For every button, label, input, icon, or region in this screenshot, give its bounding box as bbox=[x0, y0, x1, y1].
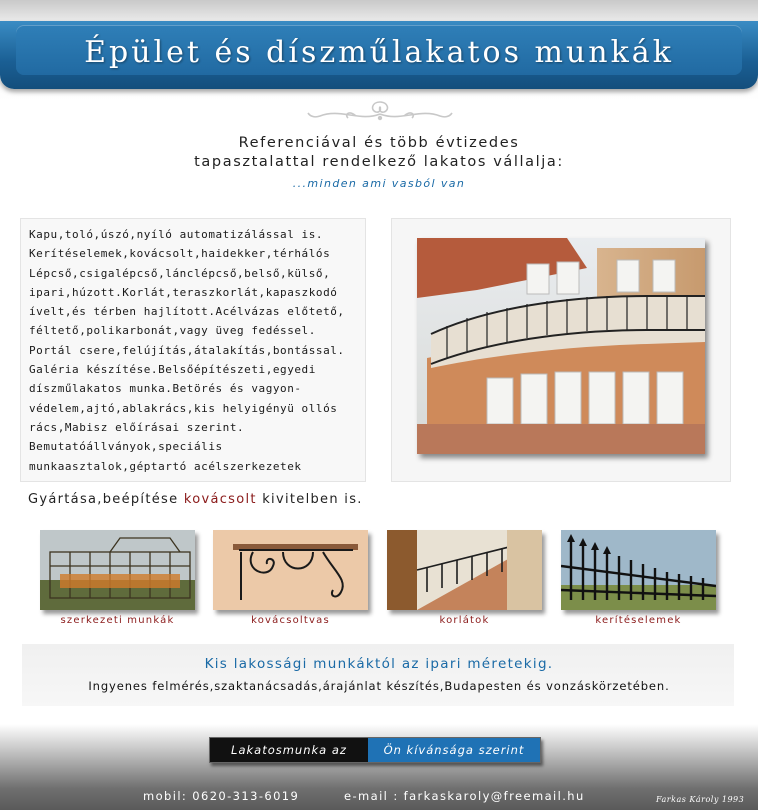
service-line: védelem,ajtó,ablakrács,kis helyigényü ollós bbox=[29, 401, 338, 415]
service-line: Bemutatóállványok,speciális bbox=[29, 440, 223, 454]
site-title: Épület és díszműlakatos munkák bbox=[84, 35, 674, 70]
offer-text: Ingyenes felmérés,szaktanácsadás,árajánlat készítés,Budapesten és vonzáskörzetében. bbox=[88, 679, 670, 693]
service-line: Portál csere,felújítás,átalakítás,bontással. bbox=[29, 343, 345, 357]
gallery-caption[interactable]: korlátok bbox=[439, 615, 490, 626]
ornament-divider-icon bbox=[300, 98, 460, 128]
badge-right-text: Ön kívánsága szerint bbox=[368, 738, 540, 762]
service-line: ipari,húzott.Korlát,teraszkorlát,kapaszkodó bbox=[29, 285, 338, 299]
service-line: ívelt,és térben hajlított.Acélvázas előtető, bbox=[29, 305, 345, 319]
gallery-caption[interactable]: kovácsoltvas bbox=[251, 615, 330, 626]
signature: Farkas Károly 1993 bbox=[656, 795, 745, 804]
service-line: féltető,polikarbonát,vagy üveg fedéssel. bbox=[29, 324, 316, 338]
service-line: Lépcső,csigalépcső,lánclépcső,belső,külső, bbox=[29, 266, 331, 280]
service-line: díszműlakatos munka.Betörés és vagyon- bbox=[29, 382, 302, 396]
gallery-thumb-railings[interactable] bbox=[387, 530, 542, 610]
services-list bbox=[20, 218, 366, 482]
email-link[interactable]: e-mail : farkaskaroly@freemail.hu bbox=[344, 789, 585, 803]
gallery-thumb-fence[interactable] bbox=[561, 530, 716, 610]
gallery-caption[interactable]: szerkezeti munkák bbox=[60, 615, 175, 626]
gallery-caption[interactable]: kerítéselemek bbox=[595, 615, 682, 626]
production-text: Gyártása,beépítése bbox=[28, 492, 184, 507]
tagline: ...minden ami vasból van bbox=[292, 177, 466, 190]
service-line: Kerítéselemek,kovácsolt,haidekker,térhálós bbox=[29, 247, 331, 261]
production-note bbox=[28, 492, 363, 507]
balcony-railing-photo bbox=[417, 238, 705, 454]
footer-badge bbox=[209, 737, 541, 763]
intro-line-1: Referenciával és több évtizedes bbox=[238, 135, 520, 151]
service-line: rács,Mabisz előírásai szerint. bbox=[29, 420, 245, 434]
badge-left-text: Lakatosmunka az bbox=[210, 738, 368, 762]
gallery-thumb-wrought-iron[interactable] bbox=[213, 530, 368, 610]
slogan: Kis lakossági munkáktól az ipari méretekig. bbox=[204, 656, 554, 672]
intro-line-2: tapasztalattal rendelkező lakatos vállalja: bbox=[194, 154, 564, 170]
gallery-thumb-structural[interactable] bbox=[40, 530, 195, 610]
photo-panel bbox=[391, 218, 731, 482]
phone-number: mobil: 0620-313-6019 bbox=[143, 789, 300, 803]
production-text-end: kivitelben is. bbox=[256, 492, 363, 507]
service-line: Galéria készítése.Belsőépítészeti,egyedi bbox=[29, 363, 316, 377]
production-highlight: kovácsolt bbox=[183, 492, 257, 507]
service-line: munkaasztalok,géptartó acélszerkezetek bbox=[29, 459, 302, 473]
service-line: Kapu,toló,úszó,nyíló automatizálással is. bbox=[29, 228, 324, 241]
info-band bbox=[22, 644, 734, 706]
